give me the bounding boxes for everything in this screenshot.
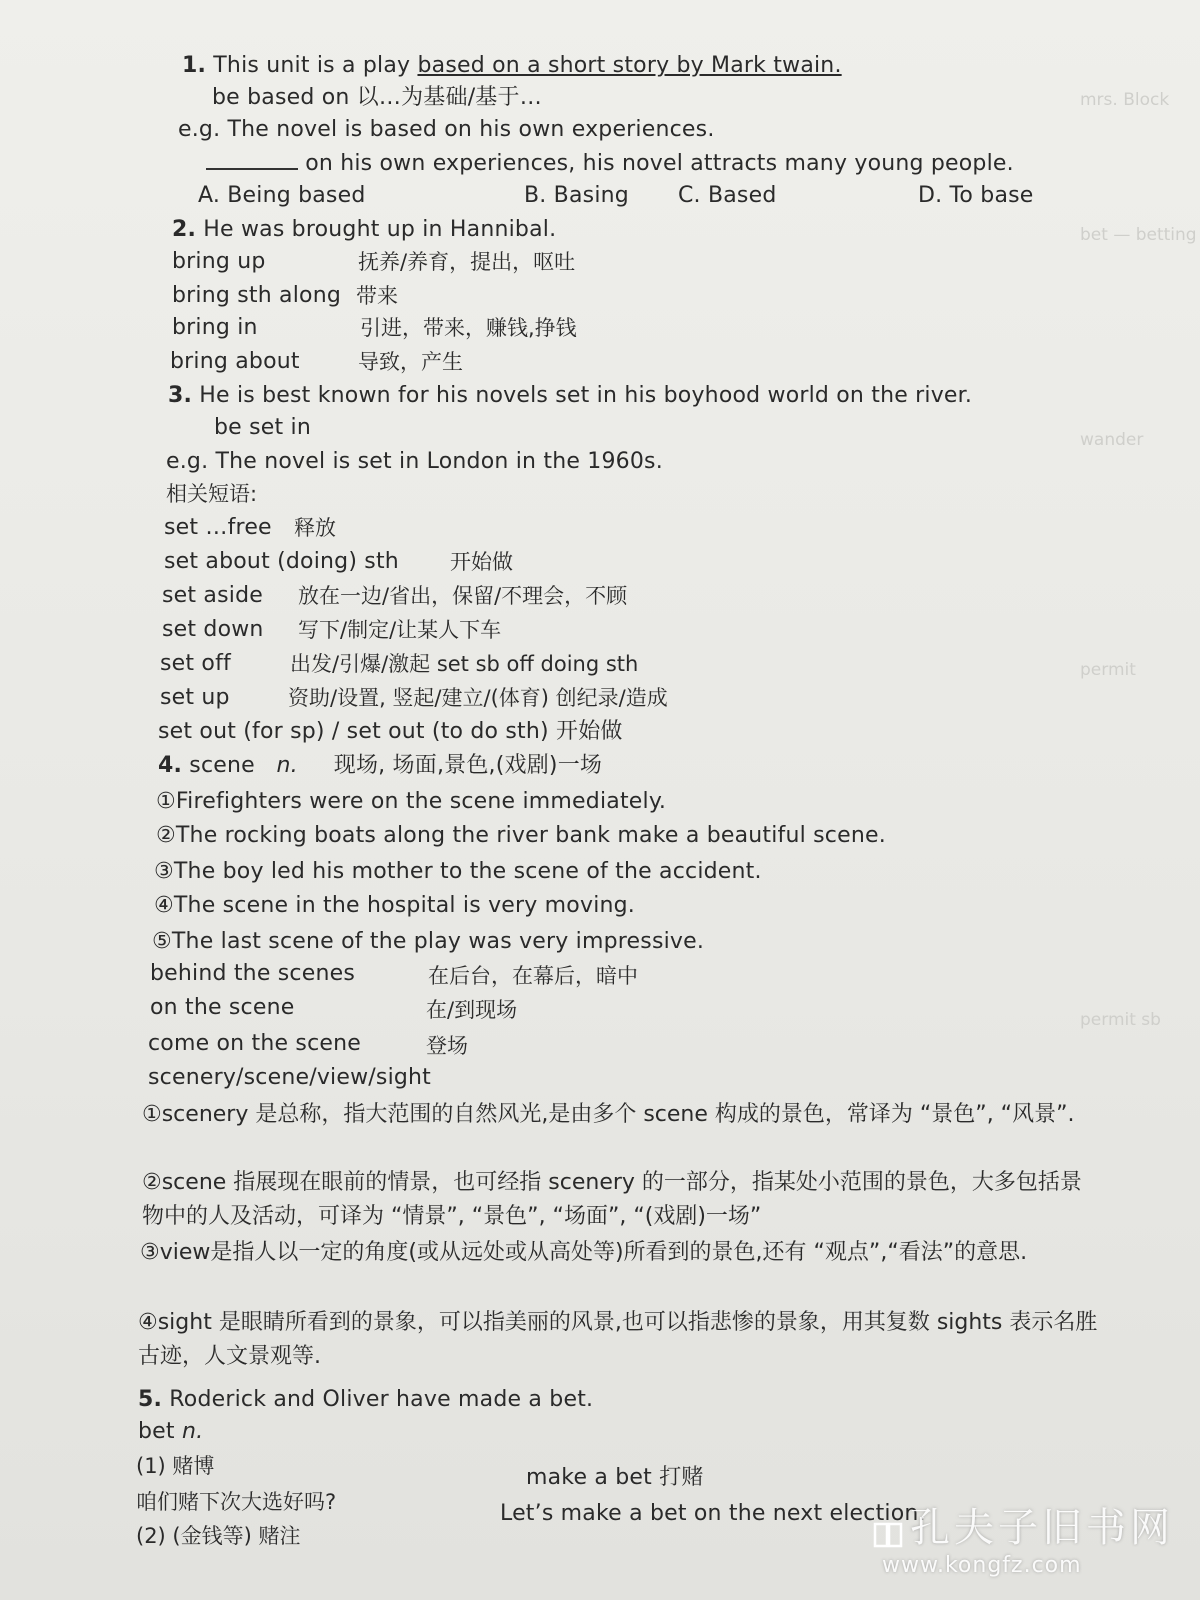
phrase-cn: 释放 [294,516,336,540]
phrase-cn: 导致，产生 [358,350,463,374]
phrase-en: set out (for sp) / set out (to do sth) 开始做 [158,719,623,744]
phrase-cn: 资助/设置, 竖起/建立/(体育) 创纪录/造成 [288,686,668,710]
watermark-logo: 孔夫子旧书网 [872,1496,1174,1553]
meaning: 现场, 场面,景色,(戏剧)一场 [333,753,603,778]
item2-sentence: 2. He was brought up in Hannibal. [172,217,557,242]
bleed-through-text: wander [1080,430,1144,450]
phrase-cn: 开始做 [556,719,623,744]
item1-option-b: B. Basing [524,183,629,208]
phrase-en: set aside [162,583,263,608]
example-sentence: Let’s make a bet on the next election. [500,1501,926,1526]
sense-1-phrase: make a bet 打赌 [526,1465,704,1490]
phrase-en: set up [160,685,230,710]
item-number: 2. [172,217,197,242]
related-phrases-label: 相关短语: [166,482,258,506]
item3-example: e.g. The novel is set in London in the 1960s. [166,449,663,474]
phrase-en: on the scene [150,995,295,1020]
item5-headword: bet n. [138,1419,204,1444]
example-sentence: ①Firefighters were on the scene immediately. [156,789,667,814]
part-of-speech: n. [276,753,298,778]
bleed-through-text: bet — betting [1080,225,1197,245]
phrase-en: set …free [164,515,272,540]
item1-option-d: D. To base [918,183,1034,208]
phrase-cn: 抚养/养育，提出，呕吐 [358,250,576,274]
phrase-cn: 出发/引爆/激起 set sb off doing sth [290,652,639,676]
usage-note: ②scene 指展现在眼前的情景，也可经指 scenery 的一部分，指某处小范围的景色，大多包括景物中的人及活动，可译为 “情景”, “景色”, “场面”, “(戏剧)一场” [142,1170,1082,1229]
answer-blank [206,150,298,170]
underlined-phrase: based on a short story by Mark twain. [417,53,842,78]
item-number: 5. [138,1387,163,1412]
item-number: 4. [158,753,183,778]
item3-sentence: 3. He is best known for his novels set in his boyhood world on the river. [168,383,973,408]
phrase-cn: 带来 [356,284,398,308]
phrase-cn: 放在一边/省出，保留/不理会，不顾 [298,584,628,608]
phrase-en: set off [160,651,231,676]
item5-sentence: 5. Roderick and Oliver have made a bet. [138,1387,594,1412]
example-sentence: ⑤The last scene of the play was very impressive. [152,929,705,954]
bleed-through-text: mrs. Block [1080,90,1170,110]
phrase-en: set about (doing) sth [164,549,399,574]
phrase-en: bring about [170,349,300,374]
phrase-cn: 登场 [426,1034,468,1058]
item1-example: e.g. The novel is based on his own experiences. [178,117,715,142]
item3-phrase: be set in [214,415,311,440]
sense-2: (2) (金钱等) 赌注 [136,1524,301,1548]
phrase-en: behind the scenes [150,961,355,986]
item1-sentence: 1. This unit is a play based on a short story by Mark twain. [182,53,842,78]
item-number: 1. [182,53,207,78]
phrase-en: set down [162,617,264,642]
phrase-en: bring in [172,315,258,340]
usage-note: ④sight 是眼睛所看到的景象，可以指美丽的风景,也可以指悲惨的景象，用其复数 sights 表示名胜古迹，人文景观等. [138,1310,1098,1369]
bleed-through-text: permit sb [1080,1010,1161,1030]
watermark [872,1496,1174,1578]
item4-headword: 4. scene n. 现场, 场面,景色,(戏剧)一场 [158,753,603,778]
item1-phrase: be based on 以…为基础/基于… [212,85,542,110]
cn-question: 咱们赌下次大选好吗? [136,1490,337,1514]
book-icon [872,1515,904,1547]
usage-note: ③view是指人以一定的角度(或从远处或从高处等)所看到的景色,还有 “观点”,“看法”的意思. [140,1240,1028,1265]
item1-option-a: A. Being based [198,183,366,208]
bleed-through-text: permit [1080,660,1136,680]
watermark-url: www.kongfz.com [882,1553,1082,1578]
phrase-en: bring up [172,249,266,274]
phrase-en: come on the scene [148,1031,361,1056]
usage-note: ①scenery 是总称，指大范围的自然风光,是由多个 scene 构成的景色，常译为 “景色”, “风景”. [142,1102,1075,1127]
item-number: 3. [168,383,193,408]
phrase-cn: 写下/制定/让某人下车 [298,618,502,642]
phrase-cn: 在/到现场 [426,998,518,1022]
example-sentence: ③The boy led his mother to the scene of the accident. [154,859,762,884]
sense-1: (1) 赌博 [136,1454,215,1478]
comparison-title: scenery/scene/view/sight [148,1065,432,1090]
phrase-cn: 开始做 [450,550,513,574]
example-sentence: ④The scene in the hospital is very moving. [154,893,636,918]
part-of-speech: n. [181,1419,204,1444]
phrase-cn: 在后台，在幕后，暗中 [428,964,638,988]
phrase-en: bring sth along [172,283,342,308]
item1-option-c: C. Based [678,183,777,208]
example-sentence: ②The rocking boats along the river bank make a beautiful scene. [156,823,886,848]
phrase-cn: 引进，带来，赚钱,挣钱 [360,316,577,340]
item1-blank-sentence: on his own experiences, his novel attracts many young people. [206,150,1014,178]
